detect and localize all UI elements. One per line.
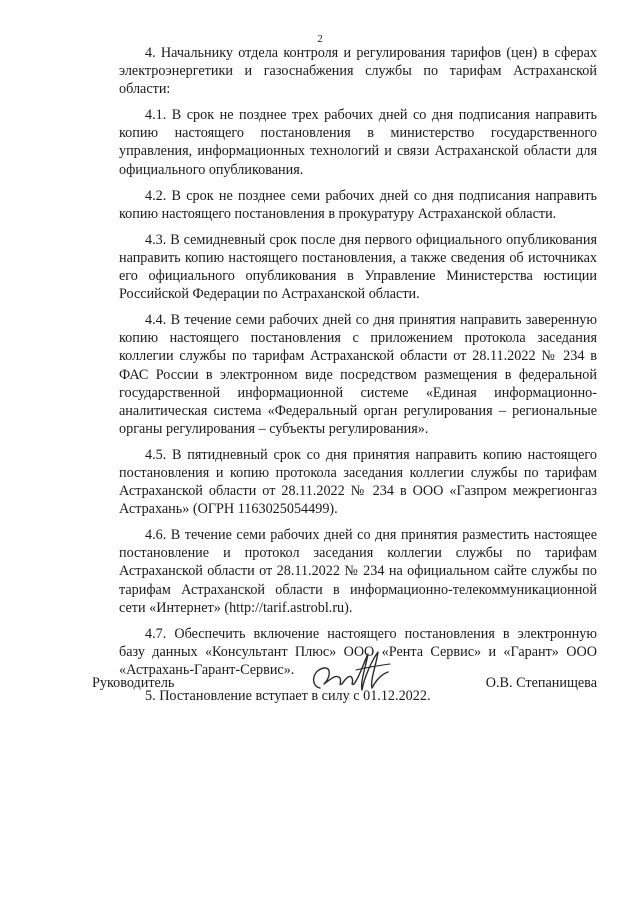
document-body (119, 44, 597, 705)
page-number: 2 (317, 33, 323, 45)
paragraph-4-3: 4.3. В семидневный срок после дня первого официального опубликования направить копию настоящего постановления, а также сведения об источниках его официального опубликования в Управление Министерства юстиции Российской Федерации по Астраханской области. (119, 231, 597, 303)
paragraph-4-7: 4.7. Обеспечить включение настоящего постановления в электронную базу данных «Консультант Плюс» ООО «Рента Сервис» и «Гарант» ООО «Астрахань-Гарант-Сервис». (119, 625, 597, 678)
paragraph-4-1: 4.1. В срок не позднее трех рабочих дней со дня подписания направить копию настоящего постановления в министерство государственного управления, информационных технологий и связи Астраханской области для официального опубликования. (119, 107, 597, 178)
paragraph-4-6: 4.6. В течение семи рабочих дней со дня принятия разместить настоящее постановление и протокол заседания коллегии службы по тарифам Астраханской области от 28.11.2022 № 234 на официальном сайте службы по тарифам Астраханской области в информационно-телекоммуникационной сети «Интернет» (http://tarif.astrobl.ru). (119, 527, 597, 616)
paragraph-4-2: 4.2. В срок не позднее семи рабочих дней со дня подписания направить копию настоящего постановления в прокуратуру Астраханской области. (119, 187, 597, 222)
paragraph-5: 5. Постановление вступает в силу с 01.12.2022. (145, 688, 431, 704)
paragraph-4-5: 4.5. В пятидневный срок со дня принятия направить копию настоящего постановления и копию протокола заседания коллегии службы по тарифам Астраханской области от 28.11.2022 № 234 в ООО «Газпром межрегионгаз Астрахань» (ОГРН 1163025054499). (119, 446, 597, 518)
handwritten-signature (302, 648, 402, 704)
signatory-title: Руководитель (92, 675, 175, 691)
paragraph-4-4: 4.4. В течение семи рабочих дней со дня принятия направить заверенную копию настоящего постановления с приложением протокола заседания коллегии службы по тарифам Астраханской области от 28.11.2022 № 234 в ФАС России в электронном виде посредством размещения в федеральной государственной информационной системе «Единая информационно-аналитическая система «Федеральный орган регулирования – региональные органы регулирования – субъекты регулирования». (119, 312, 597, 437)
signature-block (92, 672, 597, 712)
paragraph-4: 4. Начальнику отдела контроля и регулирования тарифов (цен) в сферах электроэнергетики и газоснабжения службы по тарифам Астраханской области: (119, 45, 597, 98)
signatory-name: О.В. Степанищева (485, 675, 597, 691)
